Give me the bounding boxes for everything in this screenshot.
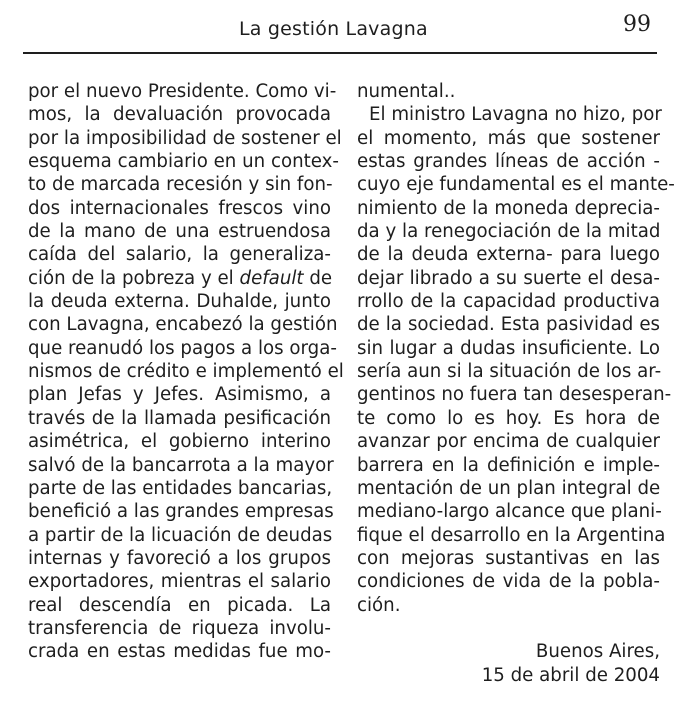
text-line: que reanudó los pagos a los orga- xyxy=(28,337,337,359)
text-line: condiciones de vida de la pobla- xyxy=(357,571,660,593)
spacer-line xyxy=(357,617,660,640)
text-line: con mejoras sustantivas en las xyxy=(357,547,660,569)
text-line: mentación de un plan integral de xyxy=(357,477,661,499)
text-segment: de xyxy=(303,267,333,289)
text-line: por el nuevo Presidente. Como vi- xyxy=(28,81,337,102)
text-line: internas y favoreció a los grupos xyxy=(28,547,331,569)
text-line: gentinos no fuera tan desesperan- xyxy=(357,384,672,406)
text-line: por la imposibilidad de sostener el xyxy=(28,127,342,149)
text-segment: ción de la pobreza y el xyxy=(28,267,234,289)
text-line: dos internacionales frescos vino xyxy=(28,197,331,219)
text-line: barrera en la definición e imple- xyxy=(357,454,660,476)
text-line: exportadores, mientras el salario xyxy=(28,571,331,593)
left-text-column xyxy=(28,80,344,664)
text-line: el momento, más que sostener xyxy=(357,127,660,149)
signature-place: Buenos Aires, xyxy=(535,641,660,663)
header-rule xyxy=(23,52,657,54)
page-number: 99 xyxy=(623,12,651,37)
text-line: avanzar por encima de cualquier xyxy=(357,431,660,453)
text-line: te como lo es hoy. Es hora de xyxy=(357,407,660,429)
text-line: de la sociedad. Esta pasividad es xyxy=(357,314,660,336)
text-line-with-italic xyxy=(28,267,331,290)
signature-date: 15 de abril de 2004 xyxy=(481,664,660,686)
text-line: da y la renegociación de la mitad xyxy=(357,221,661,243)
text-line: dejar librado a su suerte el desa- xyxy=(357,267,660,289)
right-text-column xyxy=(357,80,675,687)
text-line: nimiento de la moneda deprecia- xyxy=(357,197,660,219)
text-line: salvó de la bancarrota a la mayor xyxy=(28,454,334,476)
text-line: con Lavagna, encabezó la gestión xyxy=(28,314,338,336)
text-line: crada en estas medidas fue mo- xyxy=(28,641,331,663)
running-header-title: La gestión Lavagna xyxy=(239,18,428,40)
italic-term: default xyxy=(239,267,304,289)
text-line: sin lugar a dudas insuficiente. Lo xyxy=(357,337,660,359)
text-line: caída del salario, la generaliza- xyxy=(28,244,331,266)
text-line: mediano-largo alcance que plani- xyxy=(357,501,662,523)
text-line: fique el desarrollo en la Argentina xyxy=(357,524,666,546)
text-line: estas grandes líneas de acción - xyxy=(357,151,660,173)
text-line: de la deuda externa- para luego xyxy=(357,244,660,266)
text-line: asimétrica, el gobierno interino xyxy=(28,431,331,453)
text-line: real descendía en picada. La xyxy=(28,594,331,616)
text-line: rrollo de la capacidad productiva xyxy=(357,291,660,313)
text-line: numental.. xyxy=(357,81,456,102)
text-line: esquema cambiario en un contex- xyxy=(28,151,339,173)
text-line: nismos de crédito e implementó el xyxy=(28,361,344,383)
text-line: de la mano de una estruendosa xyxy=(28,221,331,243)
paragraph-first-line: El ministro Lavagna no hizo, por xyxy=(369,104,662,126)
text-line: mos, la devaluación provocada xyxy=(28,104,331,126)
text-line: sería aun si la situación de los ar- xyxy=(357,361,662,383)
text-line: benefició a las grandes empresas xyxy=(28,501,334,523)
text-line: través de la llamada pesificación xyxy=(28,407,331,429)
text-line: a partir de la licuación de deudas xyxy=(28,524,333,546)
text-line: transferencia de riqueza involu- xyxy=(28,617,331,639)
text-line: to de marcada recesión y sin fon- xyxy=(28,174,333,196)
text-line: parte de las entidades bancarias, xyxy=(28,477,333,499)
text-line: cuyo eje fundamental es el mante- xyxy=(357,174,675,196)
text-line: plan Jefas y Jefes. Asimismo, a xyxy=(28,384,331,406)
text-line: ción. xyxy=(357,594,401,616)
text-line: la deuda externa. Duhalde, junto xyxy=(28,291,331,313)
